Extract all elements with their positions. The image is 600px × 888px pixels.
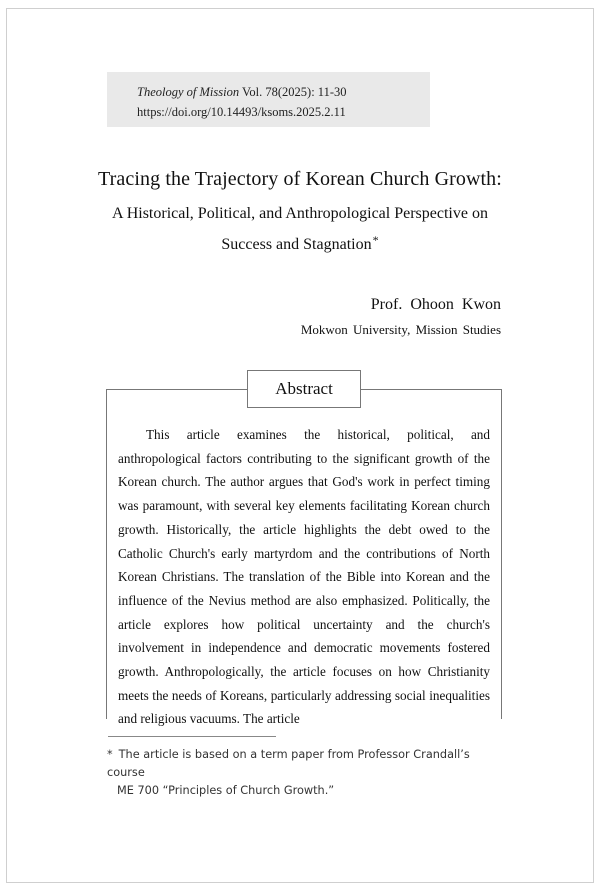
author-affiliation: Mokwon University, Mission Studies — [300, 322, 501, 337]
journal-citation — [137, 82, 430, 102]
footnote-marker: * — [107, 748, 113, 761]
footnote — [107, 746, 502, 800]
subtitle-line-2 — [0, 227, 600, 258]
journal-name: Theology of Mission — [137, 85, 240, 99]
footnote-line-1: The article is based on a term paper from Professor Crandall’s course — [107, 748, 470, 779]
author-name: Prof. Ohoon Kwon — [370, 296, 501, 313]
article-subtitle — [0, 201, 600, 258]
abstract-paragraph: This article examines the historical, political, and anthropological factors contributing to the significant growth of the Korean church. The author argues that God's work in perfect timing was paramount, with several key elements facilitating Korean church growth. Historically, the article highlights the debt owed to the Catholic Church's early martyrdom and the contributions of North Korean Christians. The translation of the Bible into Korean and the influence of the Nevius method are also emphasized. Politically, the article explores how political uncertainty and the church's involvement in independence and democratic movements fostered growth. Anthropologically, the article focuses on how Christianity meets the needs of Koreans, particularly addressing social inequalities and religious vacuums. The article — [118, 427, 490, 727]
article-title: Tracing the Trajectory of Korean Church Growth: — [98, 168, 502, 190]
subtitle-line-2-text: Success and Stagnation — [221, 236, 372, 253]
journal-info-box — [107, 72, 430, 127]
abstract-heading: Abstract — [247, 370, 361, 408]
footnote-line-2: ME 700 “Principles of Church Growth.” — [117, 784, 335, 797]
journal-volume: Vol. 78(2025): 11-30 — [242, 85, 347, 99]
footnote-reference-marker[interactable]: * — [372, 233, 379, 247]
footnote-divider — [108, 736, 276, 737]
abstract-body — [118, 423, 490, 731]
subtitle-line-1: A Historical, Political, and Anthropological Perspective on — [112, 205, 488, 222]
journal-doi[interactable]: https://doi.org/10.14493/ksoms.2025.2.11 — [137, 105, 346, 119]
